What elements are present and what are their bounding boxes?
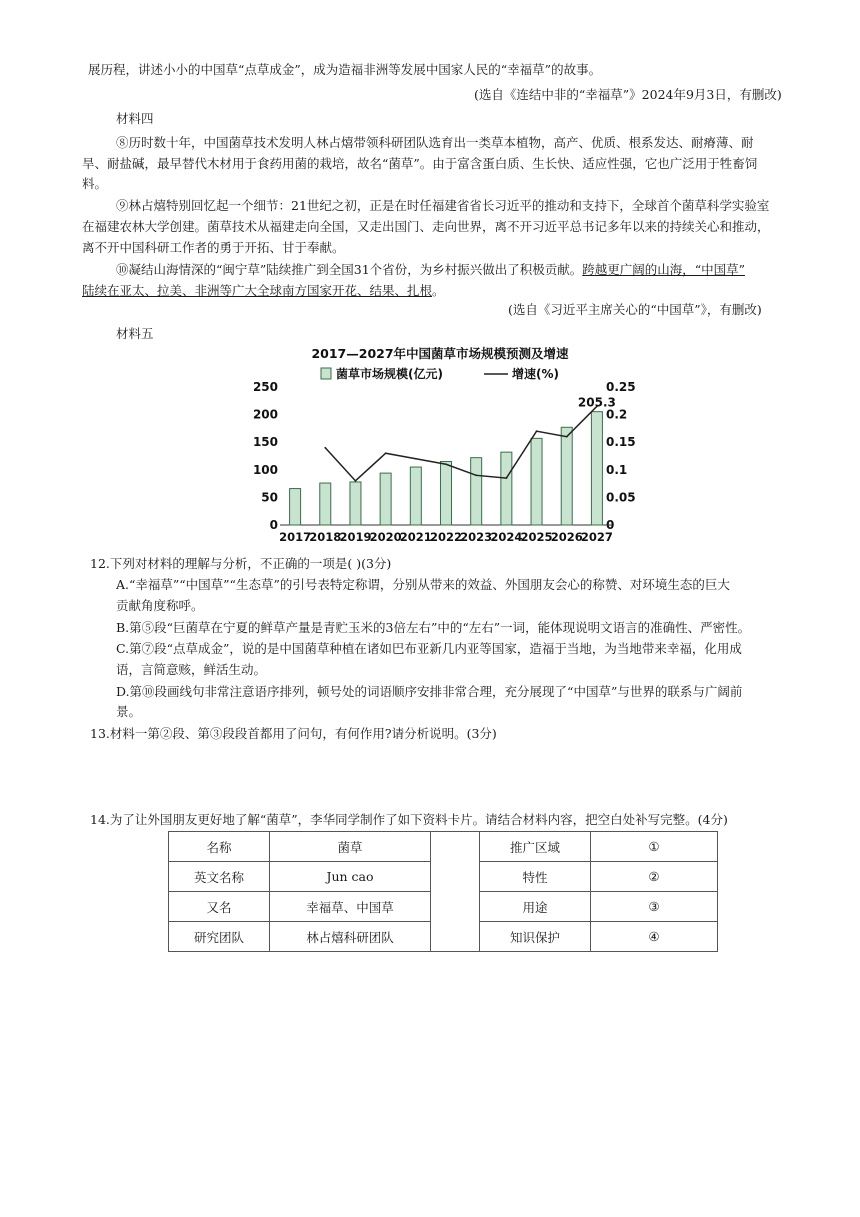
growth-point bbox=[505, 477, 507, 479]
paragraph-8-line: ⑧历时数十年，中国菌草技术发明人林占熺带领科研团队选育出一类草本植物，高产、优质、根系发达、耐瘠薄、耐 bbox=[116, 135, 754, 150]
paragraph-8-line: 旱、耐盐碱，最早替代木材用于食药用菌的栽培，故名“菌草”。由于富含蛋白质、生长快、适应性强，它也广泛用于牲畜饲 bbox=[82, 156, 758, 171]
option-b: B.第⑤段“巨菌草在宁夏的鲜草产量是青贮玉米的3倍左右”中的“左右”一词，能体现说明文语言的准确性、严密性。 bbox=[116, 620, 751, 635]
growth-point bbox=[355, 480, 357, 482]
legend-swatch-bar bbox=[321, 368, 331, 379]
underlined-sentence: 跨越更广阔的山海，“中国草” bbox=[582, 262, 745, 277]
bar bbox=[531, 438, 542, 525]
paragraph-10-text: 。 bbox=[432, 283, 445, 298]
source-note: (选自《习近平主席关心的“中国草”》，有删改) bbox=[508, 302, 762, 317]
data-label: 205.3 bbox=[577, 395, 616, 410]
market-chart bbox=[0, 340, 860, 555]
bar bbox=[591, 412, 602, 525]
section-heading: 材料四 bbox=[116, 111, 154, 126]
y-tick-left: 150 bbox=[252, 435, 278, 450]
option-c: C.第⑦段“点草成金”，说的是中国菌草种植在诸如巴布亚新几内亚等国家，造福于当地，为当地带来幸福，化用成 bbox=[116, 641, 742, 656]
table-cell: 用途 bbox=[480, 892, 591, 922]
bar bbox=[410, 467, 421, 525]
table-cell: 特性 bbox=[480, 862, 591, 892]
x-tick-label: 2025 bbox=[520, 530, 553, 544]
growth-line bbox=[325, 406, 597, 481]
growth-point bbox=[566, 436, 568, 438]
question-12: 12.下列对材料的理解与分析，不正确的一项是( )(3分) bbox=[90, 556, 392, 571]
bar bbox=[380, 473, 391, 525]
underlined-sentence: 陆续在亚太、拉美、非洲等广大全球南方国家开花、结果、扎根 bbox=[82, 283, 433, 298]
y-tick-right: 0.1 bbox=[606, 462, 628, 477]
paragraph-9-line: ⑨林占熺特别回忆起一个细节：21世纪之初，正是在时任福建省省长习近平的推动和支持下，全球首个菌草科学实验室 bbox=[116, 198, 770, 213]
paragraph-10-text: ⑩凝结山海情深的“闽宁草”陆续推广到全国31个省份，为乡村振兴做出了积极贡献。 bbox=[116, 262, 583, 277]
paragraph-10-line bbox=[82, 283, 445, 299]
legend-label-line: 增速(%) bbox=[512, 367, 559, 381]
legend-label-bar: 菌草市场规模(亿元) bbox=[336, 367, 443, 381]
x-tick-label: 2017 bbox=[279, 530, 312, 544]
section-heading: 材料五 bbox=[116, 326, 154, 341]
question-14: 14.为了让外国朋友更好地了解“菌草”，李华同学制作了如下资料卡片。请结合材料内容，把空白处补写完整。(4分) bbox=[90, 812, 728, 827]
option-d: 景。 bbox=[116, 704, 142, 719]
x-tick-label: 2026 bbox=[550, 530, 583, 544]
y-tick-left: 100 bbox=[252, 462, 278, 477]
growth-point bbox=[415, 458, 417, 460]
x-tick-label: 2024 bbox=[490, 530, 523, 544]
paragraph-9-line: 离不开中国科研工作者的勇于开拓、甘于奉献。 bbox=[82, 240, 345, 255]
blank-cell-4[interactable]: ④ bbox=[591, 922, 718, 952]
growth-point bbox=[385, 452, 387, 454]
table-cell: 名称 bbox=[169, 832, 270, 862]
table-cell: 研究团队 bbox=[169, 922, 270, 952]
option-d: D.第⑩段画线句非常注意语序排列，顿号处的词语顺序安排非常合理，充分展现了“中国草”与世界的联系与广阔前 bbox=[116, 684, 743, 699]
table-cell: 知识保护 bbox=[480, 922, 591, 952]
chart-legend bbox=[321, 366, 559, 381]
x-tick-label: 2023 bbox=[460, 530, 493, 544]
source-note: (选自《连结中非的“幸福草”》2024年9月3日，有删改) bbox=[474, 87, 782, 102]
text-line: 展历程，讲述小小的中国草“点草成金”，成为造福非洲等发展中国家人民的“幸福草”的故事。 bbox=[88, 62, 602, 77]
growth-point bbox=[324, 447, 326, 449]
y-tick-right: 0.15 bbox=[606, 435, 636, 450]
table-cell: 幸福草、中国草 bbox=[270, 892, 431, 922]
option-c: 语，言简意赅，鲜活生动。 bbox=[116, 662, 267, 677]
paragraph-8-line: 料。 bbox=[82, 176, 108, 191]
blank-cell-2[interactable]: ② bbox=[591, 862, 718, 892]
option-a: A.“幸福草”“中国草”“生态草”的引号表特定称谓，分别从带来的效益、外国朋友会心的称赞、对环境生态的巨大 bbox=[116, 577, 730, 592]
x-tick-label: 2020 bbox=[369, 530, 402, 544]
chart-title: 2017—2027年中国菌草市场规模预测及增速 bbox=[311, 346, 569, 361]
y-tick-right: 0.25 bbox=[606, 380, 636, 394]
table-row bbox=[169, 832, 718, 862]
x-tick-label: 2019 bbox=[339, 530, 372, 544]
bar bbox=[471, 458, 482, 525]
bar bbox=[320, 483, 331, 525]
x-tick-label: 2021 bbox=[399, 530, 432, 544]
x-tick-label: 2027 bbox=[580, 530, 613, 544]
y-tick-right: 0.2 bbox=[606, 407, 628, 422]
bar bbox=[501, 452, 512, 525]
x-tick-label: 2018 bbox=[309, 530, 342, 544]
bar bbox=[290, 489, 301, 525]
table-cell: Jun cao bbox=[270, 862, 431, 892]
paragraph-9-line: 在福建农林大学创建。菌草技术从福建走向全国，又走出国门、走向世界，离不开习近平总书记多年以来的持续关心和推动， bbox=[82, 219, 770, 234]
y-tick-left: 50 bbox=[261, 490, 278, 505]
y-tick-right: 0 bbox=[606, 518, 615, 532]
table-cell: 又名 bbox=[169, 892, 270, 922]
growth-point bbox=[445, 463, 447, 465]
info-card-table bbox=[168, 831, 718, 952]
option-a: 贡献角度称呼。 bbox=[116, 598, 204, 613]
y-tick-left: 0 bbox=[269, 518, 278, 532]
table-gap-cell bbox=[431, 832, 480, 952]
y-tick-left: 250 bbox=[252, 380, 278, 394]
table-cell: 推广区域 bbox=[480, 832, 591, 862]
y-tick-left: 200 bbox=[252, 407, 278, 422]
y-tick-right: 0.05 bbox=[606, 490, 636, 505]
blank-cell-3[interactable]: ③ bbox=[591, 892, 718, 922]
bar bbox=[350, 482, 361, 525]
table-cell: 菌草 bbox=[270, 832, 431, 862]
x-tick-label: 2022 bbox=[429, 530, 463, 544]
chart-plot bbox=[253, 380, 636, 544]
paragraph-10-line bbox=[116, 262, 745, 278]
question-13: 13.材料一第②段、第③段段首都用了问句，有何作用?请分析说明。(3分) bbox=[90, 726, 497, 741]
bar bbox=[441, 462, 452, 525]
growth-point bbox=[536, 430, 538, 432]
table-cell: 英文名称 bbox=[169, 862, 270, 892]
blank-cell-1[interactable]: ① bbox=[591, 832, 718, 862]
table-cell: 林占熺科研团队 bbox=[270, 922, 431, 952]
bar bbox=[561, 427, 572, 525]
growth-point bbox=[475, 474, 477, 476]
